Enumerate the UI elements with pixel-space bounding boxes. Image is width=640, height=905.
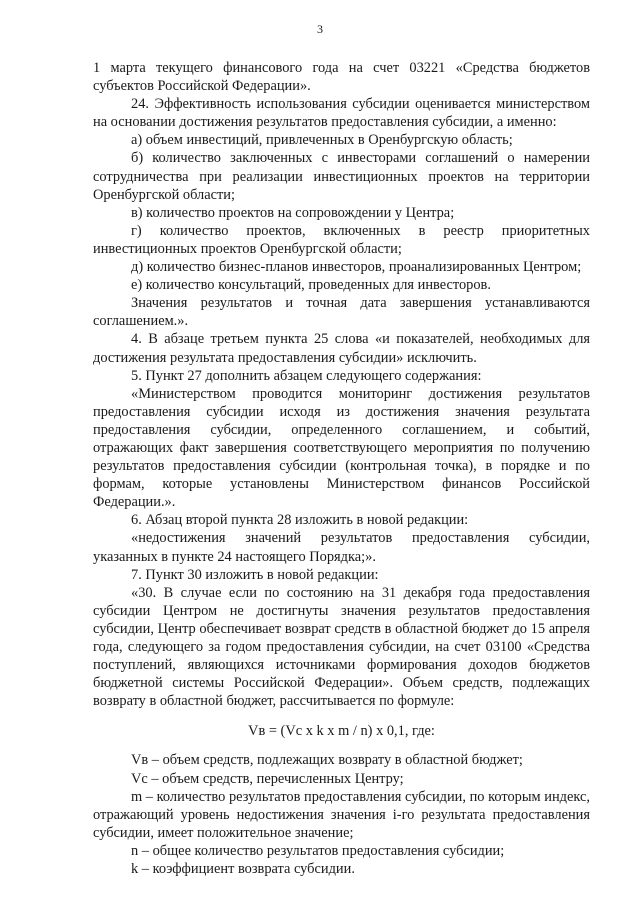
paragraph: 6. Абзац второй пункта 28 изложить в новой редакции: — [131, 512, 469, 529]
list-item: г) количество проектов, включенных в реестр приоритетных инвестиционных проектов Оренбургской области; — [93, 222, 590, 257]
list-item: д) количество бизнес-планов инвесторов, проанализированных Центром; — [131, 259, 582, 276]
formula: Vв = (Vс x k x m / n) x 0,1, где: — [248, 723, 435, 740]
paragraph: 4. В абзаце третьем пункта 25 слова «и показателей, необходимых для достижения результата предоставления субсидии» исключить. — [93, 331, 590, 366]
definition-item: Vв – объем средств, подлежащих возврату в областной бюджет; — [131, 752, 523, 769]
list-item: а) объем инвестиций, привлеченных в Оренбургскую область; — [131, 132, 513, 149]
definition-item: Vс – объем средств, перечисленных Центру; — [131, 770, 404, 787]
list-item: б) количество заключенных с инвесторами соглашений о намерении сотрудничества при реализации инвестиционных проектов на территории Оренбургской области; — [93, 150, 590, 203]
list-item: е) количество консультаций, проведенных для инвесторов. — [131, 277, 491, 294]
paragraph: Значения результатов и точная дата завершения устанавливаются соглашением.». — [93, 295, 590, 330]
paragraph: «Министерством проводится мониторинг достижения результатов предоставления субсидии исходя из достижения значения результата предоставления субсидии, определенного соглашением, и событий, отражающих факт завершения соответствующего мероприятия по получению результатов предоставления субсидии (контрольная точка), в порядке и по формам, которые установлены Министерством финансов Российской Федерации.». — [93, 385, 590, 511]
paragraph: «недостижения значений результатов предоставления субсидии, указанных в пункте 24 настоящего Порядка;». — [93, 530, 590, 565]
definition-item: n – общее количество результатов предоставления субсидии; — [131, 842, 505, 859]
paragraph: «30. В случае если по состоянию на 31 декабря года предоставления субсидии Центром не достигнуты значения результатов предоставления субсидии, Центр обеспечивает возврат средств в областной бюджет до 15 апреля года, следующего за годом предоставления субсидии, на счет 03100 «Средства поступлений, являющихся источниками формирования доходов бюджетов бюджетной системы Российской Федерации». Объем средств, подлежащих возврату в областной бюджет, рассчитывается по формуле: — [93, 584, 590, 710]
list-item: в) количество проектов на сопровождении у Центра; — [131, 204, 455, 221]
paragraph: 7. Пункт 30 изложить в новой редакции: — [131, 566, 379, 583]
paragraph: 1 марта текущего финансового года на счет 03221 «Средства бюджетов субъектов Российской Федерации». — [93, 60, 590, 95]
page-number: 3 — [317, 22, 323, 36]
definition-item: k – коэффициент возврата субсидии. — [131, 861, 355, 878]
definition-item: m – количество результатов предоставления субсидии, по которым индекс, отражающий уровень недостижения значения i-го результата предоставления субсидии, имеет положительное значение; — [93, 788, 590, 841]
paragraph: 24. Эффективность использования субсидии оценивается министерством на основании достижения результатов предоставления субсидии, а именно: — [93, 96, 590, 131]
document-body — [93, 59, 590, 878]
paragraph: 5. Пункт 27 дополнить абзацем следующего содержания: — [131, 367, 482, 384]
